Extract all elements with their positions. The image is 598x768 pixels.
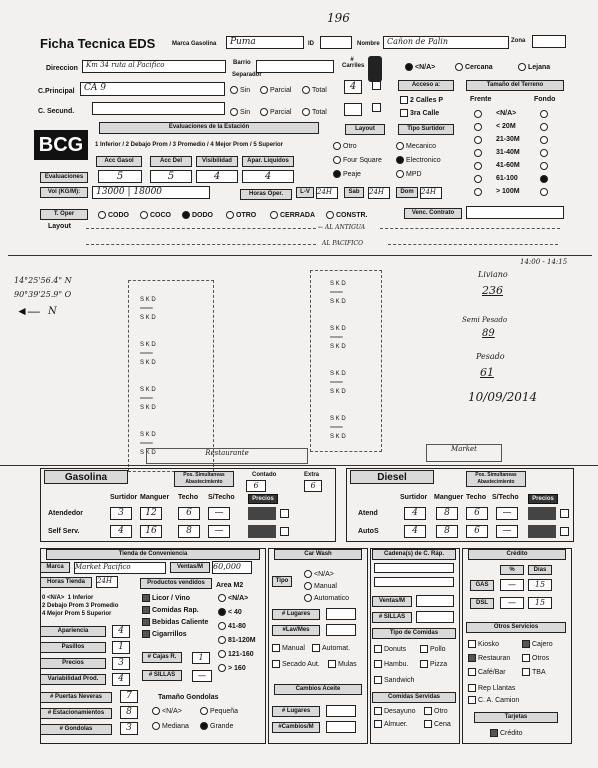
gasolina-cell[interactable]: 4 bbox=[110, 525, 132, 538]
radio-area[interactable]: < 40 bbox=[218, 608, 242, 616]
chk-cw-secado[interactable]: Secado Aut. bbox=[272, 660, 320, 668]
marca-field[interactable] bbox=[226, 36, 304, 49]
terreno-fondo-radio[interactable] bbox=[540, 188, 550, 196]
sketch-date: 10/09/2014 bbox=[468, 390, 538, 404]
eval-acc-gasol[interactable]: 5 bbox=[98, 170, 142, 183]
sab-field[interactable]: 24H bbox=[368, 187, 390, 199]
radio-layout-peaje[interactable]: Peaje bbox=[333, 170, 361, 178]
chk-donuts[interactable]: Donuts bbox=[374, 645, 406, 653]
gas-pct-field[interactable]: — bbox=[500, 579, 524, 591]
pesado-label: Pesado bbox=[476, 352, 505, 361]
cadena-field-2[interactable] bbox=[374, 577, 454, 587]
ca-lugares-field[interactable] bbox=[326, 705, 356, 717]
dsl-col-surtidor: Surtidor bbox=[400, 494, 428, 501]
terreno-fondo-radio[interactable] bbox=[540, 136, 550, 144]
chk-tba[interactable]: TBA bbox=[522, 668, 546, 676]
radio-coco[interactable]: COCO bbox=[140, 211, 171, 219]
dir-antigua: ← AL ANTIGUA bbox=[318, 224, 366, 231]
diesel-price-check[interactable] bbox=[560, 509, 569, 518]
terreno-option: 41-60M bbox=[496, 162, 520, 169]
gas-col-techo: Techo bbox=[178, 494, 199, 501]
gas-col-stecho: S/Techo bbox=[208, 494, 235, 501]
gondolas-field[interactable]: 3 bbox=[120, 722, 138, 735]
gasolina-cell[interactable]: 6 bbox=[178, 507, 200, 520]
radio-electronico[interactable]: Electronico bbox=[396, 156, 441, 164]
radio-constr[interactable]: CONSTR. bbox=[326, 211, 368, 219]
apariencia-field[interactable]: 4 bbox=[112, 625, 130, 638]
terreno-frente-radio[interactable] bbox=[474, 110, 484, 118]
chk-cw-automat[interactable]: Automat. bbox=[312, 644, 350, 652]
cadena-field-1[interactable] bbox=[374, 563, 454, 573]
dom-label: Dom bbox=[396, 187, 418, 198]
gasolina-price-field[interactable] bbox=[248, 507, 276, 520]
chk-producto[interactable]: Licor / Vino bbox=[142, 594, 190, 602]
dsl-dias-field[interactable]: 15 bbox=[528, 597, 552, 609]
chk-camion[interactable]: C. A. Camion bbox=[468, 696, 519, 704]
chk-cw-mulas[interactable]: Mulas bbox=[328, 660, 357, 668]
radio-area[interactable]: <N/A> bbox=[218, 594, 248, 602]
layout-type-label: Layout bbox=[345, 124, 385, 135]
terreno-frente-radio[interactable] bbox=[474, 123, 484, 131]
carriles-value: 4 bbox=[349, 81, 357, 92]
terreno-frente-radio[interactable] bbox=[474, 175, 484, 183]
radio-distance-na[interactable]: <N/A> bbox=[405, 63, 435, 71]
terreno-option: > 100M bbox=[496, 188, 520, 195]
dsl-autos-label: AutoS bbox=[358, 528, 379, 535]
ventas-label: Ventas/M bbox=[170, 562, 210, 573]
gas-col-manguer: Manguer bbox=[140, 494, 170, 501]
dir-pacifico: AL PACIFICO bbox=[322, 240, 364, 247]
cadena-sillas-label: # SILLAS bbox=[372, 612, 412, 623]
radio-sep2-sin[interactable]: Sin bbox=[230, 108, 250, 116]
terreno-frente-radio[interactable] bbox=[474, 188, 484, 196]
separador-label: Separador bbox=[232, 72, 262, 78]
diesel-cell[interactable]: 8 bbox=[436, 525, 458, 538]
fondo-label: Fondo bbox=[534, 96, 556, 103]
terreno-fondo-radio[interactable] bbox=[540, 110, 550, 118]
pasillos-field[interactable]: 1 bbox=[112, 641, 130, 654]
radio-tam-na[interactable]: <N/A> bbox=[152, 707, 182, 715]
tam-gondolas-label: Tamaño Gondolas bbox=[158, 694, 219, 701]
col-acc-gasol: Acc Gasol bbox=[96, 156, 142, 167]
pump-island-right bbox=[310, 270, 382, 452]
radio-area[interactable]: 81-120M bbox=[218, 636, 256, 644]
radio-sep1-sin[interactable]: Sin bbox=[230, 86, 250, 94]
cadena-title: Cadena(s) de C. Ráp. bbox=[372, 549, 456, 560]
diesel-cell[interactable]: — bbox=[496, 525, 518, 538]
radio-cercana[interactable]: Cercana bbox=[455, 63, 493, 71]
cw-lav-field[interactable] bbox=[326, 624, 356, 636]
radio-cerrada[interactable]: CERRADA bbox=[270, 211, 315, 219]
chk-cw-manual[interactable]: Manual bbox=[272, 644, 305, 652]
chk-sandwich[interactable]: Sandwich bbox=[374, 676, 414, 684]
zona-field[interactable] bbox=[532, 35, 566, 48]
toper-label: T. Oper bbox=[40, 209, 88, 220]
gas-atendedor-label: Atendedor bbox=[48, 510, 83, 517]
lv-field[interactable]: 24H bbox=[316, 187, 338, 199]
area-label: Area M2 bbox=[216, 582, 244, 589]
dsl-col-manguer: Manguer bbox=[434, 494, 464, 501]
vol-value: 13000 | 18000 bbox=[96, 187, 163, 197]
semi-label: Semi Pesado bbox=[462, 316, 508, 324]
radio-lejana[interactable]: Lejana bbox=[518, 63, 550, 71]
direccion-value: Km 34 ruta al Pacifico bbox=[86, 61, 165, 69]
tienda-scale: 0 <N/A> 1 Inferior 2 Debajo Prom 3 Promedio 4 Mejor Prom 5 Superior bbox=[42, 595, 119, 617]
chk-credito[interactable]: Crédito bbox=[490, 729, 523, 737]
precios-label: Precios bbox=[40, 658, 106, 669]
gas-col-precios: Precios bbox=[248, 494, 278, 504]
ca-lugares-label: # Lugares bbox=[272, 706, 320, 717]
dsl-pos-label: Pos. Simultaneas Abastecimiento bbox=[466, 471, 526, 487]
bcg-logo: BCG bbox=[34, 130, 88, 160]
restaurante-box: Restaurante bbox=[146, 448, 308, 464]
chk-pizza[interactable]: Pizza bbox=[420, 660, 447, 668]
sketch-coords-lon: 90°39'25.9" O bbox=[14, 290, 72, 299]
layout-row-label: Layout bbox=[48, 223, 71, 230]
radio-layout-otro[interactable]: Otro bbox=[333, 142, 357, 150]
terreno-fondo-radio[interactable] bbox=[540, 149, 550, 157]
sab-label: Sab bbox=[344, 187, 364, 198]
terreno-option: < 20M bbox=[496, 123, 516, 130]
dsl-col-precios: Precios bbox=[528, 494, 558, 504]
north-label: N bbox=[48, 306, 57, 317]
cadena-ventas-label: Ventas/M bbox=[372, 596, 412, 607]
tienda-marca-label: Marca bbox=[40, 562, 70, 573]
vol-label: Vol (KG/M): bbox=[40, 187, 88, 198]
chk-producto[interactable]: Cigarrillos bbox=[142, 630, 187, 638]
terreno-option: 61-100 bbox=[496, 175, 518, 182]
nombre-label: Nombre bbox=[357, 41, 380, 47]
contado-field[interactable]: 6 bbox=[246, 480, 266, 492]
chk-cajero[interactable]: Cajero bbox=[522, 640, 553, 648]
diesel-cell[interactable]: 4 bbox=[404, 525, 426, 538]
ca-cambios-field[interactable] bbox=[326, 721, 356, 733]
radio-codo[interactable]: CODO bbox=[98, 211, 129, 219]
chk-desayuno[interactable]: Desayuno bbox=[374, 707, 416, 715]
radio-sep2-total[interactable]: Total bbox=[302, 108, 327, 116]
productos-label: Productos vendidos bbox=[140, 578, 212, 589]
horas-tienda-field[interactable]: 24H bbox=[96, 576, 118, 588]
chk-cena[interactable]: Cena bbox=[424, 720, 451, 728]
diesel-price-check[interactable] bbox=[560, 527, 569, 536]
variedad-label: Variabilidad Prod. bbox=[40, 674, 106, 685]
acceso-2calles[interactable]: 2 Calles P bbox=[400, 96, 443, 104]
gas-self-label: Self Serv. bbox=[48, 528, 80, 535]
carriles-label: # Carriles bbox=[342, 57, 365, 69]
form-title: Ficha Tecnica EDS bbox=[40, 36, 156, 51]
radio-area[interactable]: > 160 bbox=[218, 664, 246, 672]
diesel-price-field[interactable] bbox=[528, 525, 556, 538]
gas-dias-field[interactable]: 15 bbox=[528, 579, 552, 591]
acceso-3ra[interactable]: 3ra Calle bbox=[400, 109, 439, 117]
col-apar-liquidos: Apar. Liquidos bbox=[242, 156, 294, 167]
extra-field[interactable]: 6 bbox=[304, 480, 322, 492]
radio-tam-peq[interactable]: Pequeña bbox=[200, 707, 238, 715]
gasolina-price-check[interactable] bbox=[280, 527, 289, 536]
terreno-option: 31-40M bbox=[496, 149, 520, 156]
diesel-cell[interactable]: 4 bbox=[404, 507, 426, 520]
chk-almuer[interactable]: Almuer. bbox=[374, 720, 408, 728]
variedad-field[interactable]: 4 bbox=[112, 673, 130, 686]
credito-pct-label: % bbox=[500, 565, 524, 575]
sketch-time: 14:00 - 14:15 bbox=[520, 258, 568, 266]
carwash-tipo-label: Tipo bbox=[272, 576, 292, 587]
ca-cambios-label: #Cambios/M bbox=[272, 722, 320, 733]
nombre-value: Cañon de Palin bbox=[387, 37, 449, 46]
diesel-cell[interactable]: — bbox=[496, 507, 518, 520]
terreno-fondo-radio[interactable] bbox=[540, 175, 550, 183]
radio-tam-med[interactable]: Mediana bbox=[152, 722, 189, 730]
cadena-ventas-field[interactable] bbox=[416, 595, 454, 607]
pump-sketch-left: S K D ═══ S K D S K D ═══ S K D S K D ═══ S K D S K D ═══ S K D bbox=[140, 297, 156, 456]
terreno-frente-radio[interactable] bbox=[474, 149, 484, 157]
chk-otros[interactable]: Otros bbox=[522, 654, 549, 662]
cajas-label: # Cajas R. bbox=[142, 652, 182, 663]
pump-sketch-right: S K D ═══ S K D S K D ═══ S K D S K D ═══ S K D S K D ═══ S K D bbox=[330, 281, 346, 440]
radio-mpd[interactable]: MPD bbox=[396, 170, 422, 178]
contado-label: Contado bbox=[252, 472, 277, 478]
tienda-marca-field[interactable]: Market Pacifico bbox=[74, 562, 166, 574]
gas-pos-label: Pos. Simultaneas Abastecimiento bbox=[174, 471, 234, 487]
nombre-field[interactable] bbox=[383, 36, 509, 49]
terreno-fondo-radio[interactable] bbox=[540, 123, 550, 131]
evaluaciones-title: Evaluaciones de la Estación bbox=[99, 122, 319, 134]
venc-label: Venc. Contrato bbox=[404, 208, 462, 219]
dom-field[interactable]: 24H bbox=[420, 187, 442, 199]
dsl-atend-label: Atend bbox=[358, 510, 378, 517]
dsl-col-stecho: S/Techo bbox=[492, 494, 519, 501]
marca-label: Marca Gasolina bbox=[172, 41, 217, 47]
cadena-sillas-field[interactable] bbox=[416, 611, 454, 623]
tienda-sillas-label: # SILLAS bbox=[142, 670, 182, 681]
vol-field[interactable] bbox=[92, 186, 210, 199]
carwash-title: Car Wash bbox=[274, 549, 362, 560]
dsl-col-techo: Techo bbox=[466, 494, 487, 501]
page-number: 196 bbox=[327, 11, 350, 25]
c-secund-field[interactable] bbox=[92, 102, 225, 115]
otros-servicios-label: Otros Servicios bbox=[466, 622, 566, 633]
c-principal-value: CA 9 bbox=[84, 83, 106, 93]
traffic-light-icon bbox=[368, 56, 382, 82]
radio-tam-gr[interactable]: Grande bbox=[200, 722, 233, 730]
cw-lugares-field[interactable] bbox=[326, 608, 356, 620]
barrio-label: Barrio bbox=[233, 60, 251, 66]
id-field[interactable] bbox=[320, 36, 352, 49]
lv-label: L-V bbox=[296, 187, 314, 198]
chk-producto[interactable]: Comidas Rap. bbox=[142, 606, 199, 614]
chk-producto[interactable]: Bebidas Caliente bbox=[142, 618, 208, 626]
gas-credit-label: GAS bbox=[470, 580, 494, 591]
marca-value: Puma bbox=[230, 37, 256, 47]
radio-otro[interactable]: OTRO bbox=[226, 211, 256, 219]
direccion-field[interactable] bbox=[82, 60, 226, 73]
eval-visibilidad[interactable]: 4 bbox=[196, 170, 238, 183]
liviano-value: 236 bbox=[482, 284, 503, 297]
chk-pollo[interactable]: Pollo bbox=[420, 645, 446, 653]
radio-area[interactable]: 41-80 bbox=[218, 622, 246, 630]
extra-label: Extra bbox=[304, 472, 320, 478]
eval-apar-liquidos[interactable]: 4 bbox=[242, 170, 294, 183]
radio-cw-na[interactable]: <N/A> bbox=[304, 570, 334, 578]
eval-acc-del[interactable]: 5 bbox=[150, 170, 192, 183]
zona-label: Zona bbox=[511, 38, 526, 44]
venc-field[interactable] bbox=[466, 206, 564, 219]
radio-sep1-total[interactable]: Total bbox=[302, 86, 327, 94]
comidas-servidas-label: Comidas Servidas bbox=[372, 692, 456, 703]
chk-cafe[interactable]: Café/Bar bbox=[468, 668, 506, 676]
arrow-left-icon: ◄— bbox=[16, 304, 40, 318]
gasolina-cell[interactable]: 8 bbox=[178, 525, 200, 538]
id-label: ID bbox=[308, 41, 314, 47]
diesel-cell[interactable]: 6 bbox=[466, 507, 488, 520]
credito-title: Crédito bbox=[468, 549, 566, 560]
evaluaciones-label: Evaluaciones bbox=[40, 172, 88, 183]
radio-cw-auto[interactable]: Automatico bbox=[304, 594, 349, 602]
radio-sep1-parcial[interactable]: Parcial bbox=[260, 86, 291, 94]
evaluaciones-scale: 1 Inferior / 2 Debajo Prom / 3 Promedio / 4 Mejor Prom / 5 Superior bbox=[95, 142, 284, 148]
radio-area[interactable]: 121-160 bbox=[218, 650, 254, 658]
neveras-field[interactable]: 7 bbox=[120, 690, 138, 703]
radio-cw-manual[interactable]: Manual bbox=[304, 582, 337, 590]
tienda-title: Tienda de Conveniencia bbox=[46, 549, 260, 560]
carriles-field[interactable] bbox=[344, 80, 362, 94]
gas-col-surtidor: Surtidor bbox=[110, 494, 138, 501]
cambios-title: Cambios Aceite bbox=[274, 684, 362, 695]
apariencia-label: Apariencia bbox=[40, 626, 106, 637]
radio-dodo[interactable]: DODO bbox=[182, 211, 213, 219]
dsl-credit-label: DSL bbox=[470, 598, 494, 609]
col-visibilidad: Visibilidad bbox=[196, 156, 238, 167]
gondolas-label: # Gondolas bbox=[40, 724, 112, 735]
liviano-label: Liviano bbox=[478, 270, 508, 279]
diesel-cell[interactable]: 8 bbox=[436, 507, 458, 520]
estac-label: # Estacionamientos bbox=[40, 708, 112, 719]
gasolina-cell[interactable]: 12 bbox=[140, 507, 162, 520]
cw-lav-label: #Lav/Mes bbox=[272, 625, 320, 636]
pesado-value: 61 bbox=[480, 366, 494, 379]
terreno-label: Tamaño del Terreno bbox=[466, 80, 564, 91]
market-box: Market bbox=[426, 444, 502, 462]
terreno-frente-radio[interactable] bbox=[474, 136, 484, 144]
ventas-field[interactable]: 60,000 bbox=[212, 561, 252, 574]
diesel-cell[interactable]: 6 bbox=[466, 525, 488, 538]
direccion-label: Direccion bbox=[46, 65, 78, 72]
gasolina-cell[interactable]: 16 bbox=[140, 525, 162, 538]
terreno-option: <N/A> bbox=[496, 110, 517, 117]
neveras-label: # Puertas Neveras bbox=[40, 692, 112, 703]
terreno-frente-radio[interactable] bbox=[474, 162, 484, 170]
cajas-field[interactable]: 1 bbox=[192, 652, 210, 664]
c-secund-label: C. Secund. bbox=[38, 108, 75, 115]
pasillos-label: Pasillos bbox=[40, 642, 106, 653]
estac-field[interactable]: 8 bbox=[120, 706, 138, 719]
terreno-fondo-radio[interactable] bbox=[540, 162, 550, 170]
acceso-label: Acceso a: bbox=[398, 80, 454, 91]
carriles2-field[interactable] bbox=[344, 103, 362, 116]
barrio-field[interactable] bbox=[256, 60, 334, 73]
carriles2-check[interactable] bbox=[372, 103, 381, 112]
tienda-sillas-field[interactable]: — bbox=[192, 670, 212, 682]
horas-tienda-label: Horas Tienda bbox=[40, 577, 92, 588]
gasolina-cell[interactable]: — bbox=[208, 507, 230, 520]
diesel-title: Diesel bbox=[350, 470, 434, 484]
chk-kiosko[interactable]: Kiosko bbox=[468, 640, 499, 648]
chk-rep[interactable]: Rep Llantas bbox=[468, 684, 515, 692]
carriles-check[interactable] bbox=[372, 81, 381, 90]
chk-hamb[interactable]: Hambu. bbox=[374, 660, 409, 668]
sketch-coords-lat: 14°25'56.4" N bbox=[14, 276, 72, 285]
tarjetas-label: Tarjetas bbox=[474, 712, 558, 723]
radio-layout-four[interactable]: Four Square bbox=[333, 156, 382, 164]
gasolina-cell[interactable]: — bbox=[208, 525, 230, 538]
radio-mecanico[interactable]: Mecanico bbox=[396, 142, 436, 150]
gasolina-price-field[interactable] bbox=[248, 525, 276, 538]
frente-label: Frente bbox=[470, 96, 492, 103]
credito-dias-label: Dias bbox=[528, 565, 552, 575]
c-principal-field[interactable] bbox=[80, 82, 225, 96]
gasolina-cell[interactable]: 3 bbox=[110, 507, 132, 520]
diesel-price-field[interactable] bbox=[528, 507, 556, 520]
chk-otro[interactable]: Otro bbox=[424, 707, 448, 715]
dsl-pct-field[interactable]: — bbox=[500, 597, 524, 609]
terreno-option: 21-30M bbox=[496, 136, 520, 143]
horas-oper-label: Horas Oper. bbox=[240, 189, 292, 200]
semi-value: 89 bbox=[482, 328, 495, 339]
radio-sep2-parcial[interactable]: Parcial bbox=[260, 108, 291, 116]
chk-restaur[interactable]: Restauran bbox=[468, 654, 510, 662]
tipo-surtidor-label: Tipo Surtidor bbox=[398, 124, 454, 135]
precios-field[interactable]: 3 bbox=[112, 657, 130, 670]
gasolina-price-check[interactable] bbox=[280, 509, 289, 518]
c-principal-label: C.Principal bbox=[38, 88, 75, 95]
cw-lugares-label: # Lugares bbox=[272, 609, 320, 620]
tipo-comidas-label: Tipo de Comidas bbox=[372, 628, 456, 639]
gasolina-title: Gasolina bbox=[44, 470, 128, 484]
col-acc-del: Acc Del bbox=[150, 156, 192, 167]
